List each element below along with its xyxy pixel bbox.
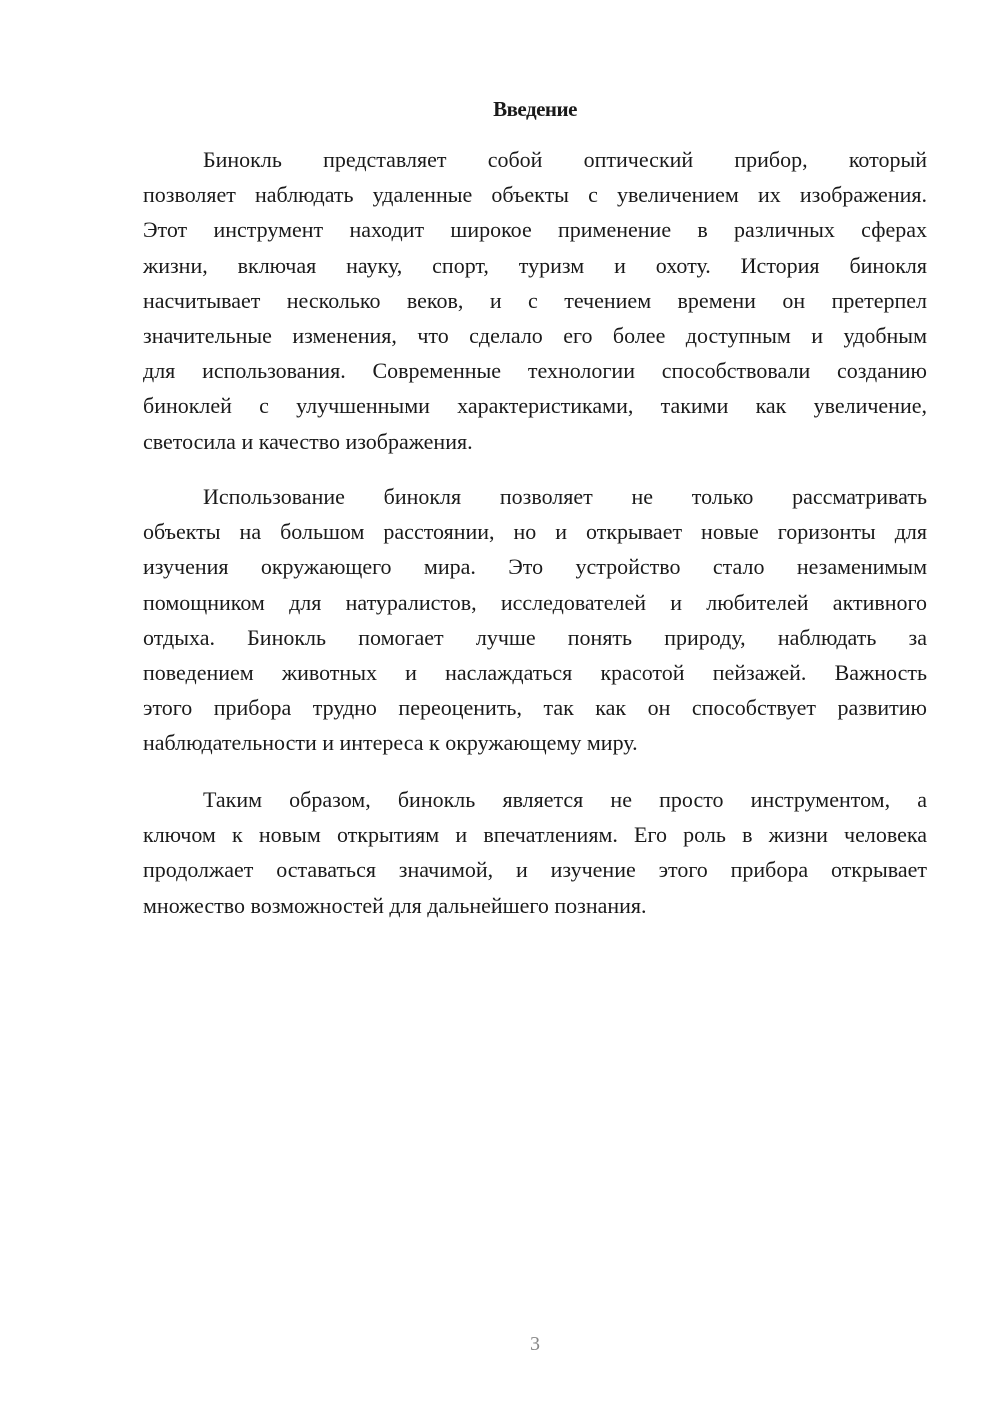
text-line: продолжает оставаться значимой, и изучение этого прибора открывает	[143, 857, 927, 883]
text-line: объекты на большом расстоянии, но и открывает новые горизонты для	[143, 519, 927, 545]
text-line: помощником для натуралистов, исследователей и любителей активного	[143, 589, 927, 615]
paragraph-3	[143, 782, 927, 923]
text-line: жизни, включая науку, спорт, туризм и охоту. История бинокля	[143, 252, 927, 278]
text-line: насчитывает несколько веков, и с течением времени он претерпел	[143, 287, 927, 313]
text-line: Использование бинокля позволяет не только рассматривать	[203, 484, 927, 509]
paragraph-2	[143, 479, 927, 761]
page-title: Введение	[493, 97, 577, 121]
text-line: Таким образом, бинокль является не просто инструментом, а	[203, 787, 927, 812]
text-line: этого прибора трудно переоценить, так как он способствует развитию	[143, 695, 927, 721]
page-number: 3	[530, 1333, 540, 1355]
text-line: изучения окружающего мира. Это устройство стало незаменимым	[143, 554, 927, 580]
paragraph-1	[143, 142, 927, 459]
text-line: значительные изменения, что сделало его более доступным и удобным	[143, 322, 927, 348]
text-line: светосила и качество изображения.	[143, 428, 473, 454]
text-line: биноклей с улучшенными характеристиками, такими как увеличение,	[143, 393, 927, 419]
text-line: Этот инструмент находит широкое применение в различных сферах	[143, 217, 927, 243]
text-line: ключом к новым открытиям и впечатлениям. Его роль в жизни человека	[143, 822, 927, 848]
text-line: поведением животных и наслаждаться красотой пейзажей. Важность	[143, 659, 927, 685]
text-line: множество возможностей для дальнейшего познания.	[143, 892, 647, 918]
text-line: для использования. Современные технологии способствовали созданию	[143, 358, 927, 384]
text-line: Бинокль представляет собой оптический прибор, который	[203, 147, 927, 172]
text-line: позволяет наблюдать удаленные объекты с увеличением их изображения.	[143, 182, 927, 208]
text-line: отдыха. Бинокль помогает лучше понять природу, наблюдать за	[143, 624, 927, 650]
text-line: наблюдательности и интереса к окружающему миру.	[143, 730, 638, 756]
